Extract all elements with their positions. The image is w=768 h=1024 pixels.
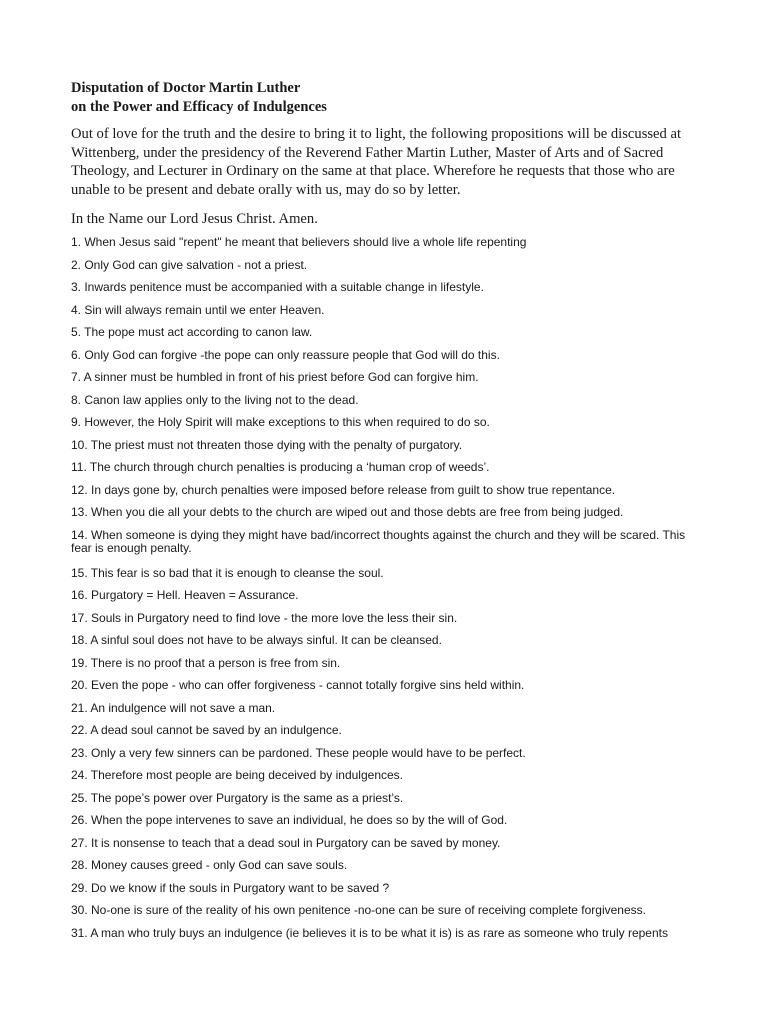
thesis-item: 18. A sinful soul does not have to be always sinful. It can be cleansed. [71,633,442,647]
thesis-item: 14. When someone is dying they might have bad/incorrect thoughts against the church and they will be scared. This fear is enough penalty. [71,527,686,555]
thesis-item: 19. There is no proof that a person is free from sin. [71,655,341,670]
title-line-1: Disputation of Doctor Martin Luther [71,80,301,96]
invocation-line: In the Name our Lord Jesus Christ. Amen. [71,211,318,227]
thesis-item: 27. It is nonsense to teach that a dead soul in Purgatory can be saved by money. [71,835,501,850]
thesis-item: 8. Canon law applies only to the living not to the dead. [71,392,359,407]
thesis-item: 9. However, the Holy Spirit will make exceptions to this when required to do so. [71,415,490,429]
thesis-item: 20. Even the pope - who can offer forgiveness - cannot totally forgive sins held within. [71,678,525,692]
thesis-item: 2. Only God can give salvation - not a priest. [71,257,308,272]
thesis-item: 7. A sinner must be humbled in front of his priest before God can forgive him. [71,370,479,384]
document-title [71,79,701,116]
thesis-item: 5. The pope must act according to canon law. [71,325,313,339]
thesis-item: 24. Therefore most people are being deceived by indulgences. [71,768,403,782]
thesis-item: 25. The pope’s power over Purgatory is the same as a priest’s. [71,790,404,805]
thesis-item: 16. Purgatory = Hell. Heaven = Assurance. [71,588,299,602]
thesis-item: 10. The priest must not threaten those dying with the penalty of purgatory. [71,437,463,452]
thesis-item: 17. Souls in Purgatory need to find love - the more love the less their sin. [71,610,458,625]
thesis-item: 15. This fear is so bad that it is enough to cleanse the soul. [71,565,384,580]
thesis-item: 3. Inwards penitence must be accompanied with a suitable change in lifestyle. [71,280,484,294]
thesis-item: 11. The church through church penalties is producing a ‘human crop of weeds’. [71,460,490,474]
thesis-item: 30. No-one is sure of the reality of his own penitence -no-one can be sure of receiving complete forgiveness. [71,903,646,917]
thesis-item: 1. When Jesus said "repent" he meant that believers should live a whole life repenting [71,235,527,249]
thesis-item: 29. Do we know if the souls in Purgatory want to be saved ? [71,880,390,895]
thesis-item: 13. When you die all your debts to the church are wiped out and those debts are free from being judged. [71,505,624,519]
title-line-2: on the Power and Efficacy of Indulgences [71,98,327,115]
thesis-item: 6. Only God can forgive -the pope can only reassure people that God will do this. [71,347,500,362]
thesis-item: 26. When the pope intervenes to save an individual, he does so by the will of God. [71,813,508,827]
thesis-item: 4. Sin will always remain until we enter Heaven. [71,302,325,317]
thesis-item: 31. A man who truly buys an indulgence (ie believes it is to be what it is) is as rare as someone who truly repents [71,925,668,940]
thesis-item: 23. Only a very few sinners can be pardoned. These people would have to be perfect. [71,745,526,760]
thesis-item: 21. An indulgence will not save a man. [71,700,276,715]
thesis-item: 28. Money causes greed - only God can save souls. [71,858,348,872]
thesis-item: 12. In days gone by, church penalties were imposed before release from guilt to show true repentance. [71,482,616,497]
thesis-item: 22. A dead soul cannot be saved by an indulgence. [71,723,342,737]
intro-paragraph: Out of love for the truth and the desire to bring it to light, the following propositions will be discussed at Wittenberg, under the presidency of the Reverend Father Martin Luther, Master of Arts and of Sacred Theology, and Lecturer in Ordinary on the same at that place. Wherefore he requests that those who are unable to be present and debate orally with us, may do so by letter. [71,126,682,198]
document-page [71,79,701,945]
theses-list [71,232,701,945]
